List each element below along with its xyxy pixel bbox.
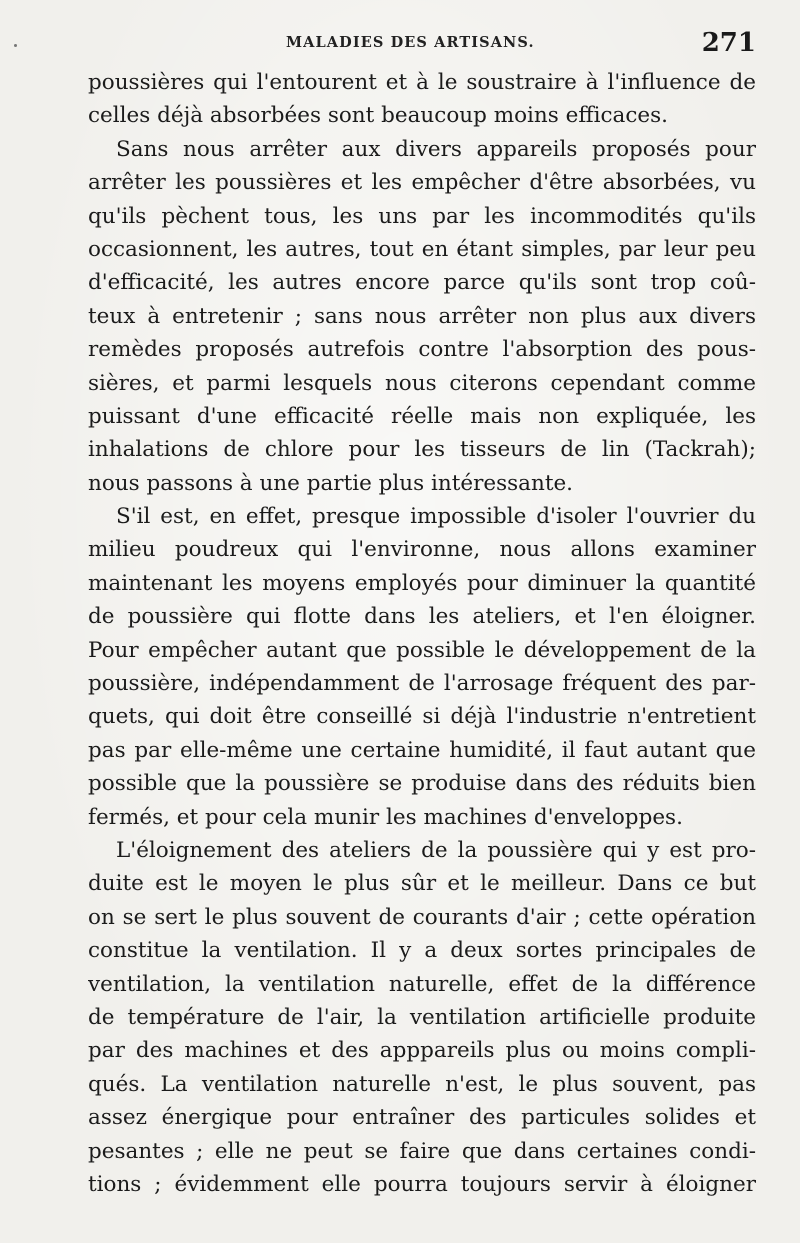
text-line: duite est le moyen le plus sûr et le meilleur. Dans ce but xyxy=(88,871,756,897)
text-line: fermés, et pour cela munir les machines d'enveloppes. xyxy=(88,804,683,830)
text-line: par des machines et des apppareils plus ou moins compli- xyxy=(88,1038,756,1064)
text-line: de température de l'air, la ventilation artificielle produite xyxy=(88,1004,756,1030)
page-number: 271 xyxy=(701,28,756,58)
text-line: qu'ils pèchent tous, les uns par les incommodités qu'ils xyxy=(88,203,756,229)
text-line: assez énergique pour entraîner des particules solides et xyxy=(88,1105,756,1131)
text-line: occasionnent, les autres, tout en étant simples, par leur peu xyxy=(88,236,756,262)
text-line: teux à entretenir ; sans nous arrêter non plus aux divers xyxy=(88,303,756,329)
text-line: inhalations de chlore pour les tisseurs de lin (Tackrah); xyxy=(88,437,756,463)
text-line: remèdes proposés autrefois contre l'absorption des pous- xyxy=(88,337,756,363)
text-line: de poussière qui flotte dans les ateliers, et l'en éloigner. xyxy=(88,604,756,630)
text-line: sières, et parmi lesquels nous citerons cependant comme xyxy=(88,370,756,396)
text-line: arrêter les poussières et les empêcher d'être absorbées, vu xyxy=(88,170,756,196)
text-line: possible que la poussière se produise dans des réduits bien xyxy=(88,771,756,797)
text-line: puissant d'une efficacité réelle mais non expliquée, les xyxy=(88,403,756,429)
text-line: on se sert le plus souvent de courants d'air ; cette opération xyxy=(88,904,756,930)
text-line: poussière, indépendamment de l'arrosage fréquent des par- xyxy=(88,671,756,697)
text-line: L'éloignement des ateliers de la poussière qui y est pro- xyxy=(116,837,756,863)
text-line: Sans nous arrêter aux divers appareils proposés pour xyxy=(116,136,756,162)
text-line: quets, qui doit être conseillé si déjà l'industrie n'entretient xyxy=(88,704,756,730)
text-line: qués. La ventilation naturelle n'est, le plus souvent, pas xyxy=(88,1071,756,1097)
text-line: celles déjà absorbées sont beaucoup moins efficaces. xyxy=(88,103,668,129)
text-line: milieu poudreux qui l'environne, nous allons examiner xyxy=(88,537,756,563)
running-header-title: MALADIES DES ARTISANS. xyxy=(286,34,535,51)
page-speck xyxy=(14,44,17,47)
running-header xyxy=(90,28,756,60)
text-line: Pour empêcher autant que possible le développement de la xyxy=(88,637,756,663)
text-line: constitue la ventilation. Il y a deux sortes principales de xyxy=(88,938,756,964)
text-line: S'il est, en effet, presque impossible d'isoler l'ouvrier du xyxy=(116,504,756,530)
text-line: d'efficacité, les autres encore parce qu'ils sont trop coû- xyxy=(88,270,756,296)
body-text xyxy=(88,66,756,1201)
text-line: maintenant les moyens employés pour diminuer la quantité xyxy=(88,570,756,596)
text-line: ventilation, la ventilation naturelle, effet de la différence xyxy=(88,971,756,997)
text-line: tions ; évidemment elle pourra toujours servir à éloigner xyxy=(88,1171,756,1197)
text-line: nous passons à une partie plus intéressante. xyxy=(88,470,574,496)
text-line: poussières qui l'entourent et à le soustraire à l'influence de xyxy=(88,70,756,95)
text-line: pas par elle-même une certaine humidité, il faut autant que xyxy=(88,737,756,763)
text-line: pesantes ; elle ne peut se faire que dans certaines condi- xyxy=(88,1138,756,1164)
